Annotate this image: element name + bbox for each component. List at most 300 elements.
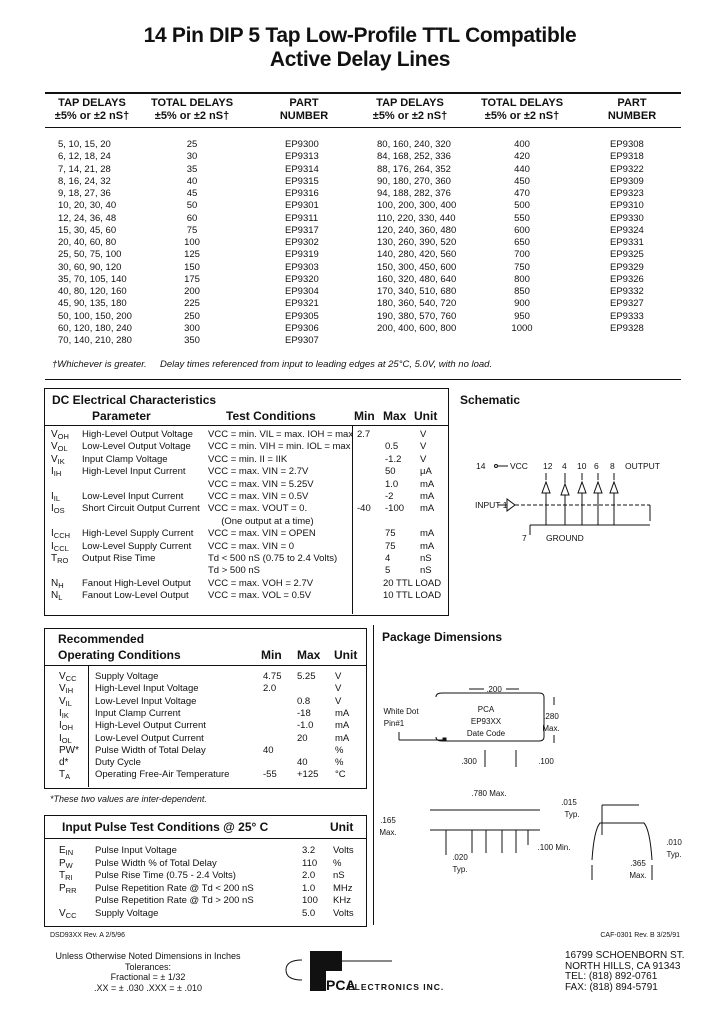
max-cell: 75 [385,540,396,552]
rec-divider [88,665,89,787]
value-cell: 110 [302,857,318,869]
output-label: OUTPUT [625,461,660,471]
unit-cell: V [420,441,427,453]
parameter-cell: Pulse Width % of Total Delay [95,857,217,869]
value-cell: 100 [302,895,318,907]
dc-header-max: Max [383,409,407,423]
part-number-cell: EP9302 [285,237,319,248]
total-delay-cell: 40 [186,175,198,187]
unit-cell: nS [420,553,432,564]
symbol-main: V [59,695,66,707]
header-label: TOTAL DELAYS [150,97,234,109]
tap-delays-cell: 70, 140, 210, 280 [58,335,132,346]
tap-delays-cell: 9, 18, 27, 36 [58,188,111,199]
symbol [51,528,70,540]
part-number-cell: EP9303 [285,261,319,273]
schematic-circuit [495,465,651,536]
symbol-main: E [59,845,66,856]
part-number-cell: EP9326 [610,273,644,285]
symbol-main: V [59,671,66,682]
symbol [59,870,73,882]
tap-buffer-2 [561,473,569,525]
symbol-main: T [59,870,66,882]
min-cell: -40 [357,503,371,515]
max-cell: 5 [385,565,391,577]
parameter-cell: Short Circuit Output Current [82,503,200,515]
tap-delays-cell: 170, 340, 510, 680 [377,286,457,297]
total-delay-cell: 75 [186,224,198,236]
symbol [59,720,73,732]
height-dim: .280 [543,712,559,721]
total-delay-cell: 45 [186,188,198,199]
total-delay-cell: 60 [186,212,198,224]
symbol-subscript: OL [57,444,68,454]
address-line: FAX: (818) 894-5791 [565,981,658,993]
unit-cell: % [335,757,344,769]
tap-delays-cell: 180, 360, 540, 720 [377,298,457,310]
symbol-subscript: A [65,772,71,782]
tap-pin-5: 8 [610,461,615,471]
length-dim: .780 Max. [471,789,507,798]
total-delay-cell: 35 [186,163,198,175]
part-number-cell: EP9316 [285,188,319,199]
max-cell: -18 [297,707,311,719]
symbol-main: I [51,540,54,552]
part-number-cell: EP9323 [610,188,644,199]
condition-cell: VCC = min. VIH = min. IOL = max [208,441,351,453]
unit-cell: V [420,453,427,465]
symbol-main: I [59,720,62,732]
tap-delays-cell: 120, 240, 360, 480 [377,224,457,236]
condition-cell: VCC = max. VIN = 0 [208,540,295,552]
symbol-subscript: RI [65,873,73,883]
marking-part: EP93XX [470,717,502,726]
value-cell: 5.0 [302,908,316,919]
total-delay-cell: 600 [514,224,530,236]
tap-delays-cell: 94, 188, 282, 376 [377,188,451,199]
total-delay-cell: 100 [184,237,200,248]
symbol-subscript: IN [65,848,74,857]
tap-delays-cell: 130, 260, 390, 520 [377,237,457,248]
symbol [59,708,69,720]
parameter-cell: Low-Level Input Voltage [95,695,197,707]
symbol [59,883,77,895]
total-delay-cell: 440 [514,163,530,175]
total-delay-cell: 30 [186,151,198,163]
ground-label: GROUND [546,533,584,543]
header-total-delays [142,97,242,123]
max-cell: -1.0 [297,720,314,732]
part-number-cell: EP9319 [285,249,319,261]
value-cell: 3.2 [302,845,316,856]
unit-cell: nS [420,565,432,577]
marking-date: Date Code [466,729,506,738]
symbol-main: T [59,769,66,781]
parameter-cell: High-Level Supply Current [82,528,194,540]
tap-delays-cell: 15, 30, 45, 60 [58,224,117,236]
max-cell: 10 TTL LOAD [383,590,442,602]
total-delay-cell: 500 [514,200,530,212]
part-number-cell: EP9310 [610,200,644,212]
part-number-cell: EP9325 [610,249,644,261]
tap-delays-cell: 8, 16, 24, 32 [58,175,111,187]
rec-header-unit: Unit [334,648,358,662]
total-delay-cell: 225 [184,298,200,310]
unit-cell: °C [335,769,346,781]
min-cell: 2.0 [263,683,277,695]
total-delay-cell: 300 [184,322,200,334]
schematic-title: Schematic [460,393,521,407]
part-number-cell: EP9320 [285,273,319,285]
max-cell: 0.5 [385,441,399,453]
package-drawing [374,665,694,905]
symbol-subscript: H [58,580,64,590]
symbol-main: V [51,453,58,465]
tap-delays-cell: 20, 40, 60, 80 [58,237,117,248]
width-dim: .365 [630,859,646,868]
symbol-main: PW* [59,744,79,756]
condition-cell: VCC = max. VIN = 5.25V [208,478,314,490]
table-header-rule [45,127,681,128]
package-title: Package Dimensions [382,630,503,644]
min-cell: 40 [263,744,274,756]
part-number-cell: EP9329 [610,261,644,273]
unit-cell: KHz [333,895,351,907]
symbol [51,503,65,515]
max-cell: 0.8 [297,695,311,707]
condition-cell: VCC = max. VOH = 2.7V [208,577,314,589]
condition-cell: VCC = max. VOUT = 0. [208,503,308,515]
total-delay-cell: 25 [186,139,198,150]
symbol [51,491,60,503]
rec-title-2: Operating Conditions [58,648,181,662]
part-number-cell: EP9321 [285,298,319,310]
logo-subtext: ELECTRONICS INC. [348,982,445,992]
part-number-cell: EP9327 [610,298,644,310]
symbol-subscript: OL [61,735,72,745]
symbol-subscript: CC [65,911,77,920]
part-number-cell: EP9304 [285,286,319,297]
tap-delays-cell: 50, 100, 150, 200 [58,310,132,322]
note-line: Fractional = ± 1/32 [110,972,186,982]
lead-spacing-dim: .100 [538,757,554,766]
parameter-cell: Pulse Rise Time (0.75 - 2.4 Volts) [95,870,236,882]
part-number-cell: EP9309 [610,175,644,187]
lead-width-dim: .020 [452,853,468,862]
tap-delays-cell: 100, 200, 300, 400 [377,200,457,212]
dc-header-conditions: Test Conditions [226,409,316,423]
symbol-main: N [51,577,59,589]
symbol [51,590,62,602]
parameter-cell: Low-Level Input Current [82,491,184,502]
symbol [59,745,79,756]
lead-thickness-dim: .015 [561,798,577,807]
lead-thickness-typ: Typ. [564,810,580,819]
header-part-number-right [592,97,672,123]
total-delay-cell: 700 [514,249,530,261]
rec-header-min: Min [261,648,282,662]
symbol-main: T [51,553,58,564]
total-delay-cell: 550 [514,212,530,224]
symbol [51,466,61,478]
tap-delays-cell: 190, 380, 570, 760 [377,310,457,322]
lead-width-typ: Typ. [452,865,468,874]
header-tap-delays [42,97,142,123]
condition-cell: VCC = max. VIN = OPEN [208,528,316,540]
input-label: INPUT 1 [475,500,508,510]
doc-number-right: CAF-0301 Rev. B 3/25/91 [600,932,680,939]
tap-pin-1: 12 [543,461,553,471]
parameter-cell: Operating Free-Air Temperature [95,769,230,781]
symbol-main: V [51,441,58,453]
pulse-header-unit: Unit [330,820,354,834]
part-number-cell: EP9308 [610,139,644,150]
footnote-whichever: †Whichever is greater. [52,359,147,370]
parameter-cell: Low-Level Supply Current [82,540,192,552]
symbol [59,671,77,683]
header-label: PART [617,97,647,109]
row-spacing-dim: .300 [461,757,477,766]
unit-cell: % [333,857,342,869]
tap-delays-cell: 110, 220, 330, 440 [377,212,456,224]
height-max: Max. [542,724,560,733]
tap-pin-4: 6 [594,461,599,471]
tap-buffer-1 [542,473,550,525]
tap-delays-cell: 7, 14, 21, 28 [58,163,111,175]
unit-cell: mA [420,540,435,552]
total-delay-cell: 150 [184,261,200,273]
address-line: NORTH HILLS, CA 91343 [565,960,681,972]
symbol [51,454,65,466]
max-cell: +125 [297,769,319,781]
dc-divider [352,425,353,614]
part-number-cell: EP9311 [285,212,319,224]
unit-cell: V [420,429,427,440]
parameter-cell: High-Level Input Current [82,466,186,478]
total-delay-cell: 50 [186,200,198,212]
symbol [59,858,73,870]
tap-delays-cell: 45, 90, 135, 180 [58,298,127,310]
rec-footnote: *These two values are inter-dependent. [50,794,207,804]
symbol-subscript: OH [61,723,74,733]
total-delay-cell: 125 [184,249,200,261]
part-number-cell: EP9313 [285,151,319,163]
condition-cell: Td < 500 nS (0.75 to 2.4 Volts) [208,553,338,564]
part-number-cell: EP9307 [285,335,319,346]
symbol-main: N [51,590,59,602]
max-cell: -1.2 [385,453,402,465]
parameter-cell: Input Clamp Current [95,707,181,719]
part-number-cell: EP9330 [610,212,644,224]
pin1-label: Pin#1 [383,719,405,728]
max-cell: 40 [297,757,308,769]
part-number-cell: EP9315 [285,175,319,187]
parameter-cell: Fanout High-Level Output [82,577,191,589]
max-cell: 1.0 [385,478,399,490]
lead-thk-dim: .010 [666,838,682,847]
logo-text: PCA [326,977,356,993]
address-line: TEL: (818) 892-0761 [565,971,658,982]
min-cell: 4.75 [263,671,282,682]
symbol-subscript: L [58,593,63,603]
tap-buffer-4 [594,473,602,525]
symbol-main: V [51,429,58,440]
header-label: NUMBER [279,110,329,122]
part-number-cell: EP9328 [610,322,644,334]
symbol-main: d* [59,757,69,769]
symbol-subscript: RR [65,885,77,895]
header-total-delays-right [472,97,572,123]
unit-cell: V [335,695,342,707]
parameter-cell: Supply Voltage [95,671,159,682]
table-top-rule [45,92,681,94]
parameter-cell: Pulse Input Voltage [95,845,177,856]
unit-cell: mA [420,491,435,502]
unit-cell: mA [335,707,350,719]
min-cell: 2.7 [357,429,371,440]
unit-cell: V [335,683,342,695]
symbol [59,908,77,920]
tap-buffer-5 [610,473,618,525]
symbol-subscript: IK [61,710,69,720]
symbol [59,696,72,708]
unit-cell: mA [335,720,350,732]
header-label: TOTAL DELAYS [480,97,564,109]
symbol-subscript: IH [65,686,74,696]
pulse-title: Input Pulse Test Conditions @ 25° C [62,820,269,834]
tap-delays-cell: 84, 168, 252, 336 [377,151,451,163]
part-number-cell: EP9331 [610,237,644,248]
min-cell: -55 [263,769,277,781]
dc-header-unit: Unit [414,409,438,423]
schematic-diagram [470,455,690,550]
tap-delays-cell: 160, 320, 480, 640 [377,273,457,285]
max-cell: 50 [385,466,396,478]
unit-cell: mA [335,732,350,744]
tap-delays-cell: 40, 80, 120, 160 [58,286,127,297]
header-label: TAP DELAYS [376,97,444,109]
condition-cell: Td > 500 nS [208,565,261,577]
parameter-cell: Low-Level Output Voltage [82,441,191,453]
total-delay-cell: 650 [514,237,530,248]
symbol [51,541,69,553]
address-line: 16799 SCHOENBORN ST. [565,950,685,961]
max-cell: 5.25 [297,671,316,682]
symbol [59,845,73,857]
unit-cell: mA [420,478,435,490]
total-delay-cell: 470 [514,188,530,199]
parameter-cell: Pulse Width of Total Delay [95,744,206,756]
symbol-main: I [51,491,54,502]
tap-delays-cell: 10, 20, 30, 40 [58,200,117,212]
total-delay-cell: 200 [184,286,200,297]
condition-cell: VCC = max. VIN = 0.5V [208,491,309,502]
symbol [51,429,69,441]
symbol [51,441,68,453]
ground-pin: 7 [522,533,527,543]
tolerance-notes [48,951,248,993]
unit-cell: Volts [333,908,354,919]
tap-buffer-3 [578,473,586,525]
total-delay-cell: 1000 [511,322,533,334]
part-number-cell: EP9306 [285,322,319,334]
pca-logo [282,948,482,994]
max-cell: 4 [385,553,391,564]
doc-number-left: DSD93XX Rev. A 2/5/96 [50,932,125,939]
header-label: NUMBER [607,110,657,122]
dc-title: DC Electrical Characteristics [52,393,217,407]
symbol-main: V [59,683,66,695]
max-cell: 20 TTL LOAD [383,577,442,589]
package-outline [399,689,652,880]
parameter-cell: Input Clamp Voltage [82,453,168,465]
total-delay-cell: 450 [514,175,530,187]
tap-delays-cell: 60, 120, 180, 240 [58,322,132,334]
symbol-subscript: IH [53,469,62,479]
tap-pin-2: 4 [562,461,567,471]
tap-delays-cell: 6, 12, 18, 24 [58,151,111,163]
pitch-dim: .200 [486,685,502,694]
total-delay-cell: 400 [514,139,530,150]
marking-pca: PCA [477,705,495,714]
parameter-cell: Low-Level Output Current [95,732,204,744]
parameter-cell: Output Rise Time [82,553,156,564]
white-dot-label: White Dot [383,707,419,716]
header-part-number [264,97,344,123]
symbol [59,769,70,781]
symbol-subscript: CCH [53,531,71,541]
parameter-cell: Fanout Low-Level Output [82,590,189,602]
header-tolerance: ±5% or ±2 nS† [154,110,230,122]
symbol-subscript: IK [57,456,65,466]
total-delay-cell: 250 [184,310,200,322]
thickness-dim: .165 [380,816,396,825]
total-delay-cell: 900 [514,298,530,310]
symbol-main: I [51,503,54,515]
symbol-subscript: CCL [53,543,69,553]
value-cell: 1.0 [302,882,316,894]
tap-delays-cell: 25, 50, 75, 100 [58,249,122,261]
parameter-cell: High-Level Output Current [95,720,206,732]
tap-delays-cell: 80, 160, 240, 320 [377,139,451,150]
symbol-main: I [51,528,54,540]
header-label: PART [289,97,319,109]
lead-length-dim: .100 Min. [537,843,571,852]
section-rule [45,379,681,380]
tap-pin-3: 10 [577,461,587,471]
total-delay-cell: 750 [514,261,530,273]
part-number-cell: EP9324 [610,224,644,236]
part-number-cell: EP9332 [610,286,644,297]
vcc-label: VCC [510,461,528,471]
max-cell: -100 [385,503,405,515]
symbol-subscript: W [65,860,73,870]
unit-cell: V [335,671,342,682]
tap-delays-cell: 5, 10, 15, 20 [58,139,111,150]
header-tap-delays-right [360,97,460,123]
value-cell: 2.0 [302,870,316,882]
unit-cell: MHz [333,882,353,894]
rec-header-rule [44,665,366,666]
total-delay-cell: 175 [184,273,200,285]
part-number-cell: EP9314 [285,163,319,175]
condition-cell: (One output at a time) [208,515,314,527]
title-line-2: Active Delay Lines [269,48,451,71]
tap-delays-cell: 30, 60, 90, 120 [58,261,122,273]
unit-cell: Volts [333,845,354,856]
tap-delays-cell: 12, 24, 36, 48 [58,212,117,224]
symbol [59,733,72,745]
